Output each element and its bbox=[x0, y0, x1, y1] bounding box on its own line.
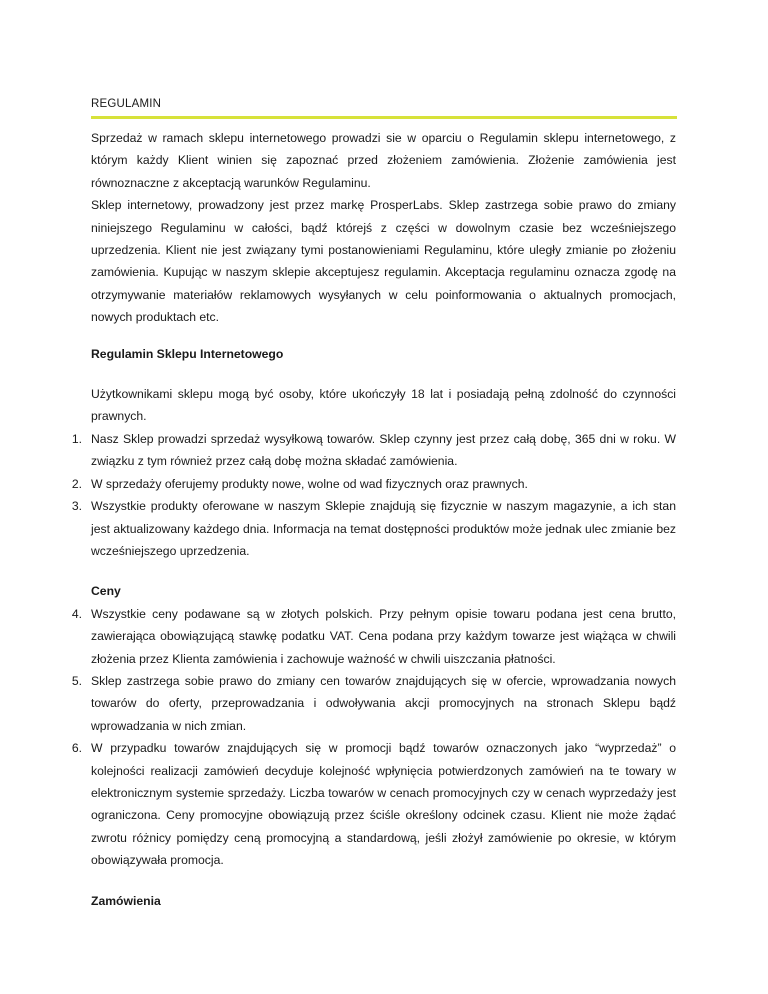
intro-paragraph-1: Sprzedaż w ramach sklepu internetowego prowadzi sie w oparciu o Regulamin sklepu internetowego, z którym każdy Klient winien się zapoznać przed złożeniem zamówienia. Złożenie zamówienia jest równoznaczne z akceptacją warunków Regulaminu. bbox=[91, 131, 676, 190]
regulations-list bbox=[71, 428, 676, 562]
title-underline bbox=[91, 116, 677, 119]
section-heading-zamowienia: Zamówienia bbox=[91, 893, 161, 908]
document-title: REGULAMIN bbox=[91, 98, 162, 110]
list-item: 3. Wszystkie produkty oferowane w naszym Sklepie znajdują się fizycznie w naszym magazynie, a ich stan jest aktualizowany każdego dnia. Informacja na temat dostępności produktów może jednak ulec zmianie bez wcześniejszego uprzedzenia. bbox=[71, 499, 676, 558]
document-page bbox=[71, 96, 676, 912]
section-heading-ceny: Ceny bbox=[91, 584, 121, 599]
list-item: 5. Sklep zastrzega sobie prawo do zmiany cen towarów znajdujących się w ofercie, wprowadzania nowych towarów do oferty, przeprowadzania i odwoływania akcji promocyjnych na stronach Sklepu bądź wprowadzania w nich zmian. bbox=[71, 673, 676, 733]
list-item: 2. W sprzedaży oferujemy produkty nowe, wolne od wad fizycznych oraz prawnych. bbox=[71, 476, 528, 491]
section-heading-regulamin: Regulamin Sklepu Internetowego bbox=[91, 346, 284, 361]
prices-list bbox=[71, 603, 676, 872]
users-eligibility-paragraph: Użytkownikami sklepu mogą być osoby, które ukończyły 18 lat i posiadają pełną zdolność do czynności prawnych. bbox=[91, 387, 676, 424]
list-item: 4. Wszystkie ceny podawane są w złotych polskich. Przy pełnym opisie towaru podana jest cena brutto, zawierająca obowiązującą stawkę podatku VAT. Cena podana przy każdym towarze jest wiążąca w chwili złożenia przez Klienta zamówienia i zachowuje ważność w chwili uiszczania płatności. bbox=[71, 606, 676, 666]
list-item: 1. Nasz Sklep prowadzi sprzedaż wysyłkową towarów. Sklep czynny jest przez całą dobę, 365 dni w roku. W związku z tym również przez całą dobę można składać zamówienia. bbox=[71, 431, 676, 469]
list-item: 6. W przypadku towarów znajdujących się w promocji bądź towarów oznaczonych jako “wyprzedaż” o kolejności realizacji zamówień decyduje kolejność wpłynięcia potwierdzonych zamówień na te towary w elektronicznym systemie sprzedaży. Liczba towarów w cenach promocyjnych czy w cenach wyprzedaży jest ograniczona. Ceny promocyjne obowiązują przez ściśle określony odcinek czasu. Klient nie może żądać zwrotu różnicy pomiędzy ceną promocyjną a standardową, jeśli złożył zamówienie po okresie, w którym obowiązywała promocja. bbox=[71, 741, 676, 868]
intro-paragraph-2: Sklep internetowy, prowadzony jest przez markę ProsperLabs. Sklep zastrzega sobie prawo do zmiany niniejszego Regulaminu w całości, bądź którejś z części w dowolnym czasie bez wcześniejszego uprzedzenia. Klient nie jest związany tymi postanowieniami Regulaminu, które uległy zmianie po złożeniu zamówienia. Kupując w naszym sklepie akceptujesz regulamin. Akceptacja regulaminu oznacza zgodę na otrzymywanie materiałów reklamowych wysyłanych w celu poinformowania o aktualnych promocjach, nowych produktach etc. bbox=[91, 198, 676, 325]
